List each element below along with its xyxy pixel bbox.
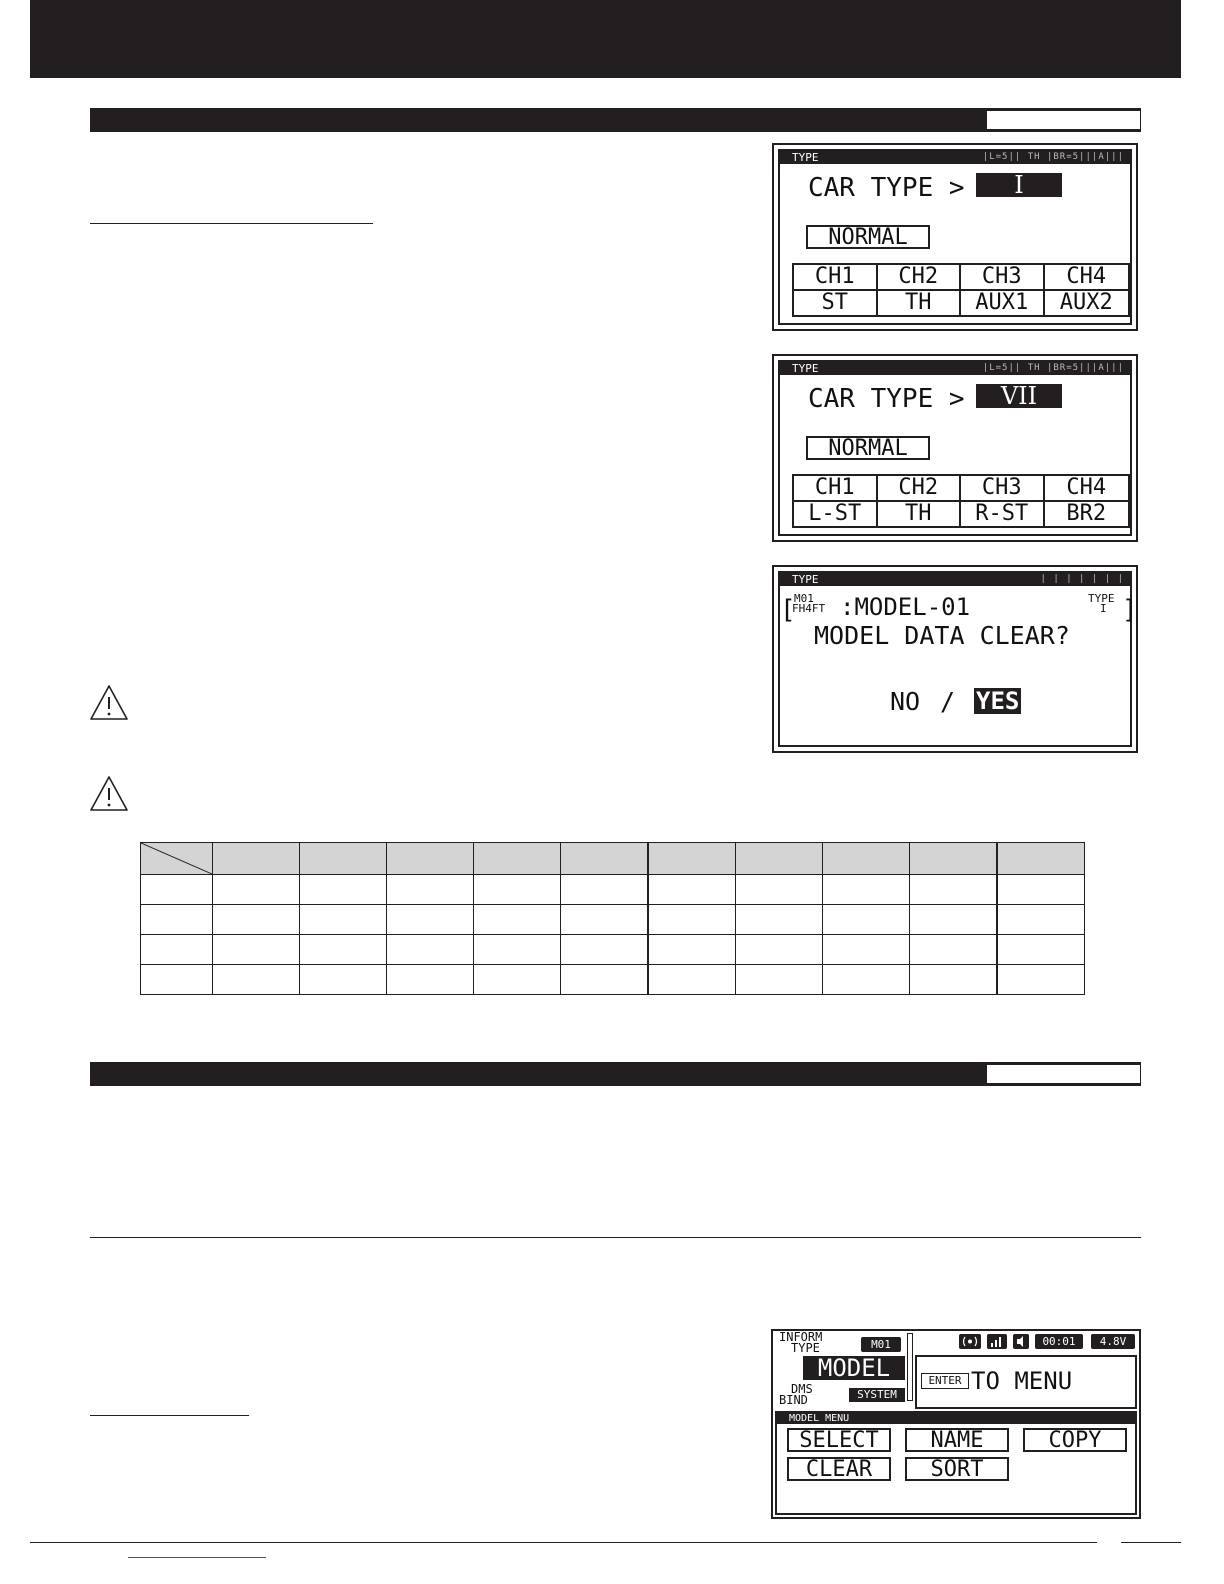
table-cell xyxy=(561,965,649,995)
select-button[interactable]: SELECT xyxy=(787,1428,891,1452)
section-header-bar xyxy=(90,108,1141,132)
channel-label: CH3 xyxy=(961,476,1045,502)
lcd-model-menu xyxy=(771,1329,1141,1519)
section-tag xyxy=(986,1064,1141,1084)
channel-function: L-ST xyxy=(794,502,878,526)
table-cell xyxy=(823,935,910,965)
mode-box: NORMAL xyxy=(806,225,930,249)
table-cell xyxy=(736,965,823,995)
table-cell xyxy=(823,875,910,905)
table-row xyxy=(141,965,1085,995)
table-cell xyxy=(387,905,474,935)
copy-button[interactable]: COPY xyxy=(1023,1428,1127,1452)
table-header-cell xyxy=(213,843,300,875)
channel-function: BR2 xyxy=(1066,501,1107,526)
lcd-car-type-7 xyxy=(772,354,1138,542)
table-corner-cell xyxy=(141,843,213,875)
table-cell xyxy=(387,875,474,905)
table-cell xyxy=(736,935,823,965)
lcd-model-clear xyxy=(772,565,1138,753)
clear-button[interactable]: CLEAR xyxy=(787,1457,891,1481)
warning-icon xyxy=(89,775,129,813)
table-cell xyxy=(387,935,474,965)
channel-grid xyxy=(792,263,1130,317)
table-header-cell xyxy=(648,843,736,875)
table-cell xyxy=(997,875,1085,905)
table-cell xyxy=(648,875,736,905)
diagonal-line xyxy=(141,843,212,874)
table-cell xyxy=(561,875,649,905)
model-menu-panel xyxy=(775,1411,1137,1515)
inform-label[interactable]: INFORM xyxy=(779,1330,823,1344)
table-header-cell xyxy=(387,843,474,875)
type-label: TYPE xyxy=(1088,592,1115,605)
table-cell xyxy=(823,965,910,995)
type-label[interactable]: TYPE xyxy=(791,1341,820,1355)
yes-option[interactable]: YES xyxy=(976,687,1020,715)
lcd-car-type-1 xyxy=(772,143,1138,331)
table-cell xyxy=(910,875,998,905)
table-cell xyxy=(736,905,823,935)
timer-chip: 00:01 xyxy=(1035,1334,1083,1349)
table-header-cell xyxy=(474,843,561,875)
footer-rule xyxy=(30,1542,1097,1543)
channel-label: CH4 xyxy=(1045,265,1129,291)
table-cell xyxy=(823,905,910,935)
channel-label: CH1 xyxy=(794,476,878,502)
channel-function: R-ST xyxy=(961,502,1045,526)
table-cell xyxy=(474,965,561,995)
table-cell xyxy=(474,875,561,905)
table-cell xyxy=(213,905,300,935)
table-cell xyxy=(300,905,387,935)
table-cell xyxy=(300,935,387,965)
option-separator: / xyxy=(940,687,956,716)
type-value: I xyxy=(1100,602,1107,615)
speaker-icon xyxy=(1013,1334,1029,1349)
table-cell xyxy=(141,935,213,965)
channel-label: CH1 xyxy=(794,265,878,291)
table-header-cell xyxy=(736,843,823,875)
signal-icon xyxy=(959,1334,981,1349)
to-menu-label: TO MENU xyxy=(971,1367,1073,1395)
table-cell xyxy=(736,875,823,905)
section-divider xyxy=(90,1237,1141,1238)
table-cell xyxy=(910,935,998,965)
subheading-underline xyxy=(90,1415,249,1416)
channel-label: CH2 xyxy=(878,265,962,291)
car-type-label: CAR TYPE > xyxy=(808,173,965,203)
model-tx: FH4FT xyxy=(792,602,826,615)
system-tab[interactable]: SYSTEM xyxy=(849,1388,905,1402)
table-cell xyxy=(910,965,998,995)
channel-label: CH4 xyxy=(1045,476,1129,502)
page-number-rule xyxy=(1121,1542,1181,1543)
sort-button[interactable]: SORT xyxy=(905,1457,1009,1481)
dms-label[interactable]: DMS xyxy=(791,1382,813,1396)
section-header-bar xyxy=(90,1062,1141,1086)
table-header-cell xyxy=(910,843,998,875)
table-cell xyxy=(997,905,1085,935)
mode-box: NORMAL xyxy=(806,436,930,460)
lcd-titlebar: TYPE |L=5|| TH |BR=5|||A||| xyxy=(780,151,1130,164)
table-header-cell xyxy=(561,843,649,875)
lcd-titlebar: TYPE | | | | | | | xyxy=(780,573,1130,586)
enter-panel xyxy=(915,1355,1137,1409)
bracket-left: [ xyxy=(780,595,796,625)
table-cell xyxy=(648,905,736,935)
channel-grid xyxy=(792,474,1130,528)
voltage-chip: 4.8V xyxy=(1091,1334,1135,1349)
channel-table xyxy=(140,842,1085,995)
table-header-cell xyxy=(823,843,910,875)
menu-scrollbar[interactable] xyxy=(907,1333,913,1401)
model-tab[interactable]: MODEL xyxy=(803,1356,905,1380)
table-cell xyxy=(300,965,387,995)
table-cell xyxy=(474,935,561,965)
table-cell xyxy=(300,875,387,905)
car-type-label: CAR TYPE > xyxy=(808,384,965,414)
table-cell xyxy=(213,875,300,905)
antenna-icon xyxy=(987,1334,1007,1349)
model-name: :MODEL-01 xyxy=(840,593,971,621)
channel-function: TH xyxy=(878,291,962,315)
table-cell xyxy=(213,935,300,965)
car-type-value[interactable]: I xyxy=(976,173,1062,197)
subheading-underline xyxy=(90,223,373,224)
car-type-value[interactable]: VII xyxy=(976,384,1062,408)
table-cell xyxy=(997,965,1085,995)
table-cell xyxy=(387,965,474,995)
warning-icon xyxy=(89,684,129,722)
table-cell xyxy=(141,875,213,905)
name-button[interactable]: NAME xyxy=(905,1428,1009,1452)
table-row xyxy=(141,875,1085,905)
table-header-row xyxy=(141,843,1085,875)
channel-label: CH2 xyxy=(878,476,962,502)
channel-function: AUX1 xyxy=(961,291,1045,315)
table-cell xyxy=(561,935,649,965)
table-row xyxy=(141,935,1085,965)
top-banner xyxy=(30,0,1181,78)
table-cell xyxy=(561,905,649,935)
no-option[interactable]: NO xyxy=(890,687,921,716)
model-slot: M01 xyxy=(794,592,814,605)
table-cell xyxy=(648,935,736,965)
channel-function: ST xyxy=(794,291,878,315)
model-menu-title: MODEL MENU xyxy=(777,1413,1135,1424)
enter-key[interactable]: ENTER xyxy=(921,1373,969,1389)
table-cell xyxy=(474,905,561,935)
table-cell xyxy=(910,905,998,935)
bracket-right: ] xyxy=(1122,595,1138,625)
table-cell xyxy=(141,905,213,935)
channel-function: TH xyxy=(878,502,962,526)
table-cell xyxy=(648,965,736,995)
section-tag xyxy=(986,110,1141,130)
footer-link[interactable] xyxy=(128,1557,266,1558)
lcd-titlebar: TYPE |L=5|| TH |BR=5|||A||| xyxy=(780,362,1130,375)
table-header-cell xyxy=(300,843,387,875)
channel-function: AUX2 xyxy=(1059,290,1113,315)
bind-label[interactable]: BIND xyxy=(779,1393,808,1407)
channel-label: CH3 xyxy=(961,265,1045,291)
table-row xyxy=(141,905,1085,935)
table-cell xyxy=(213,965,300,995)
table-cell xyxy=(997,935,1085,965)
table-cell xyxy=(141,965,213,995)
model-slot-chip: M01 xyxy=(861,1337,901,1352)
clear-question: MODEL DATA CLEAR? xyxy=(814,621,1070,650)
table-header-cell xyxy=(997,843,1085,875)
